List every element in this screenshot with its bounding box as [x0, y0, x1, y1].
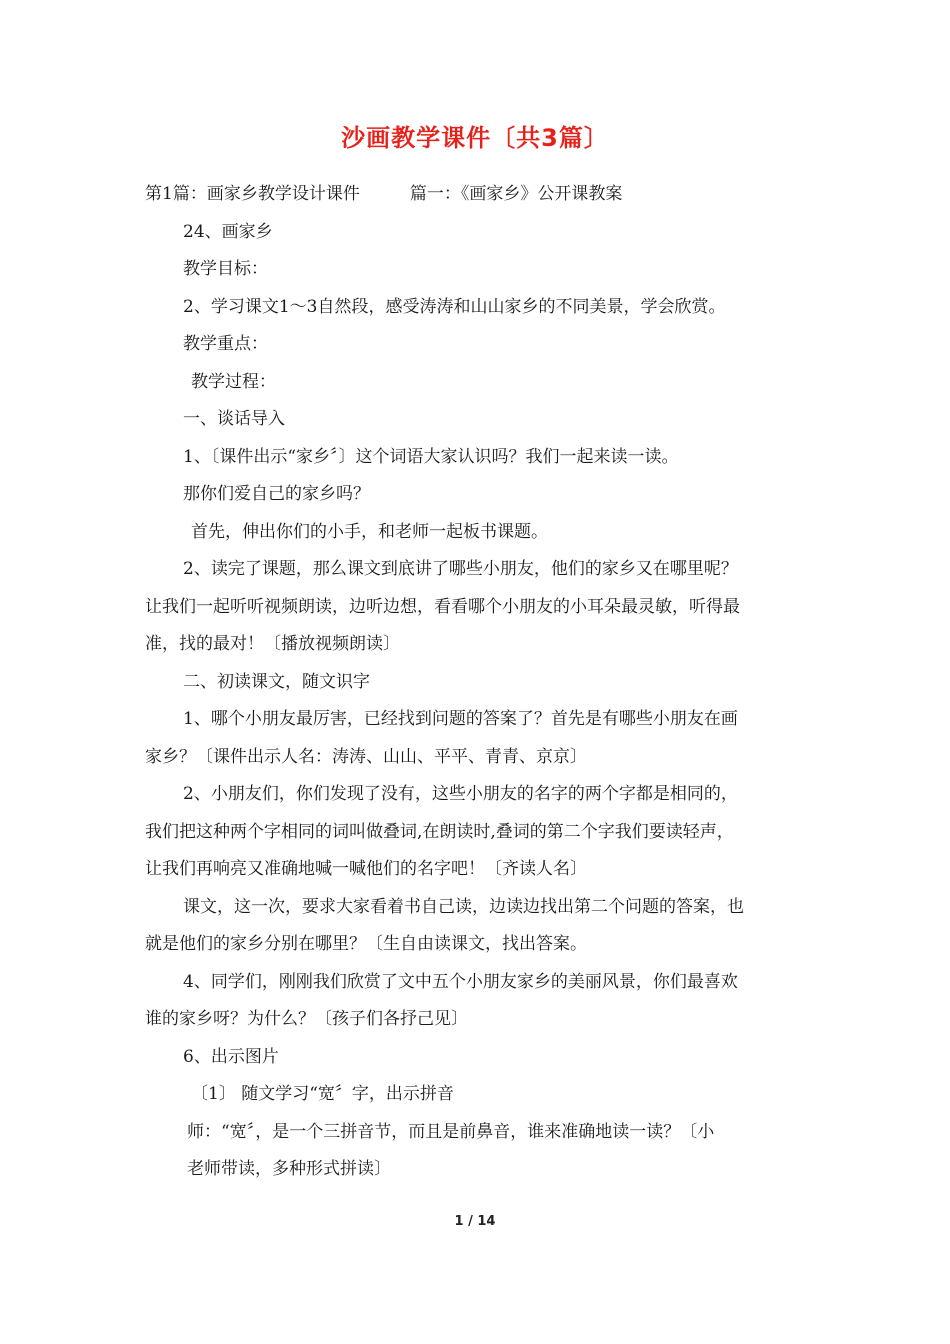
- paragraph-line: 1、〔课件出示“家乡〞〕这个词语大家认识吗？我们一起来读一读。: [183, 446, 679, 467]
- paragraph-line: 〔1〕 随文学习“宽〞字，出示拼音: [191, 1084, 454, 1104]
- paragraph-line: 教学目标：: [183, 259, 268, 279]
- paragraph-line: 就是他们的家乡分别在哪里？〔生自由读课文，找出答案。: [145, 934, 587, 954]
- document-body: [145, 176, 815, 1189]
- paragraph-line: 首先，伸出你们的小手，和老师一起板书课题。: [191, 521, 548, 542]
- paragraph-line: 让我们再响亮又准确地喊一喊他们的名字吧！〔齐读人名〕: [145, 859, 587, 879]
- paragraph-line: 谁的家乡呀？为什么？〔孩子们各抒己见〕: [145, 1009, 468, 1029]
- page-number: 1 / 14: [454, 1214, 496, 1229]
- paragraph-line: 4、同学们，刚刚我们欣赏了文中五个小朋友家乡的美丽风景，你们最喜欢: [183, 971, 738, 992]
- paragraph-line: 教学重点：: [183, 334, 268, 354]
- paragraph-line: 6、出示图片: [183, 1046, 279, 1067]
- heading-left: 第1篇：画家乡教学设计课件: [145, 184, 360, 204]
- document-title: 沙画教学课件〔共3篇〕: [341, 124, 609, 152]
- paragraph-line: 课文，这一次，要求大家看着书自己读，边读边找出第二个问题的答案，也: [183, 896, 744, 917]
- paragraph-line: 那你们爱自己的家乡吗？: [183, 484, 370, 504]
- paragraph-line: 老师带读，多种形式拼读〕: [187, 1159, 391, 1179]
- paragraph-line: 2、读完了课题，那么课文到底讲了哪些小朋友，他们的家乡又在哪里呢？: [183, 559, 738, 579]
- section-heading: [145, 176, 815, 214]
- paragraph-line: 24、画家乡: [183, 221, 273, 242]
- paragraph-line: 教学过程：: [191, 371, 276, 392]
- paragraph-line: 2、学习课文1～3自然段，感受涛涛和山山家乡的不同美景，学会欣赏。: [183, 296, 726, 317]
- paragraph-line: 2、小朋友们，你们发现了没有，这些小朋友的名字的两个字都是相同的，: [183, 784, 738, 804]
- paragraph-line: 家乡？〔课件出示人名：涛涛、山山、平平、青青、京京〕: [145, 746, 587, 767]
- paragraph-line: 二、初读课文，随文识字: [183, 671, 370, 692]
- paragraph-line: 一、谈话导入: [183, 409, 285, 429]
- paragraph-line: 准，找的最对！〔播放视频朗读〕: [145, 634, 400, 654]
- paragraph-line: 我们把这种两个字相同的词叫做叠词,在朗读时,叠词的第二个字我们要读轻声，: [145, 821, 734, 842]
- paragraph-line: 师：“宽〞，是一个三拼音节，而且是前鼻音，谁来准确地读一读？〔小: [187, 1121, 715, 1142]
- paragraph-line: 让我们一起听听视频朗读，边听边想，看看哪个小朋友的小耳朵最灵敏，听得最: [145, 596, 740, 617]
- paragraph-line: 1、哪个小朋友最厉害，已经找到问题的答案了？首先是有哪些小朋友在画: [183, 709, 738, 729]
- heading-right: 篇一：《画家乡》公开课教案: [409, 184, 623, 204]
